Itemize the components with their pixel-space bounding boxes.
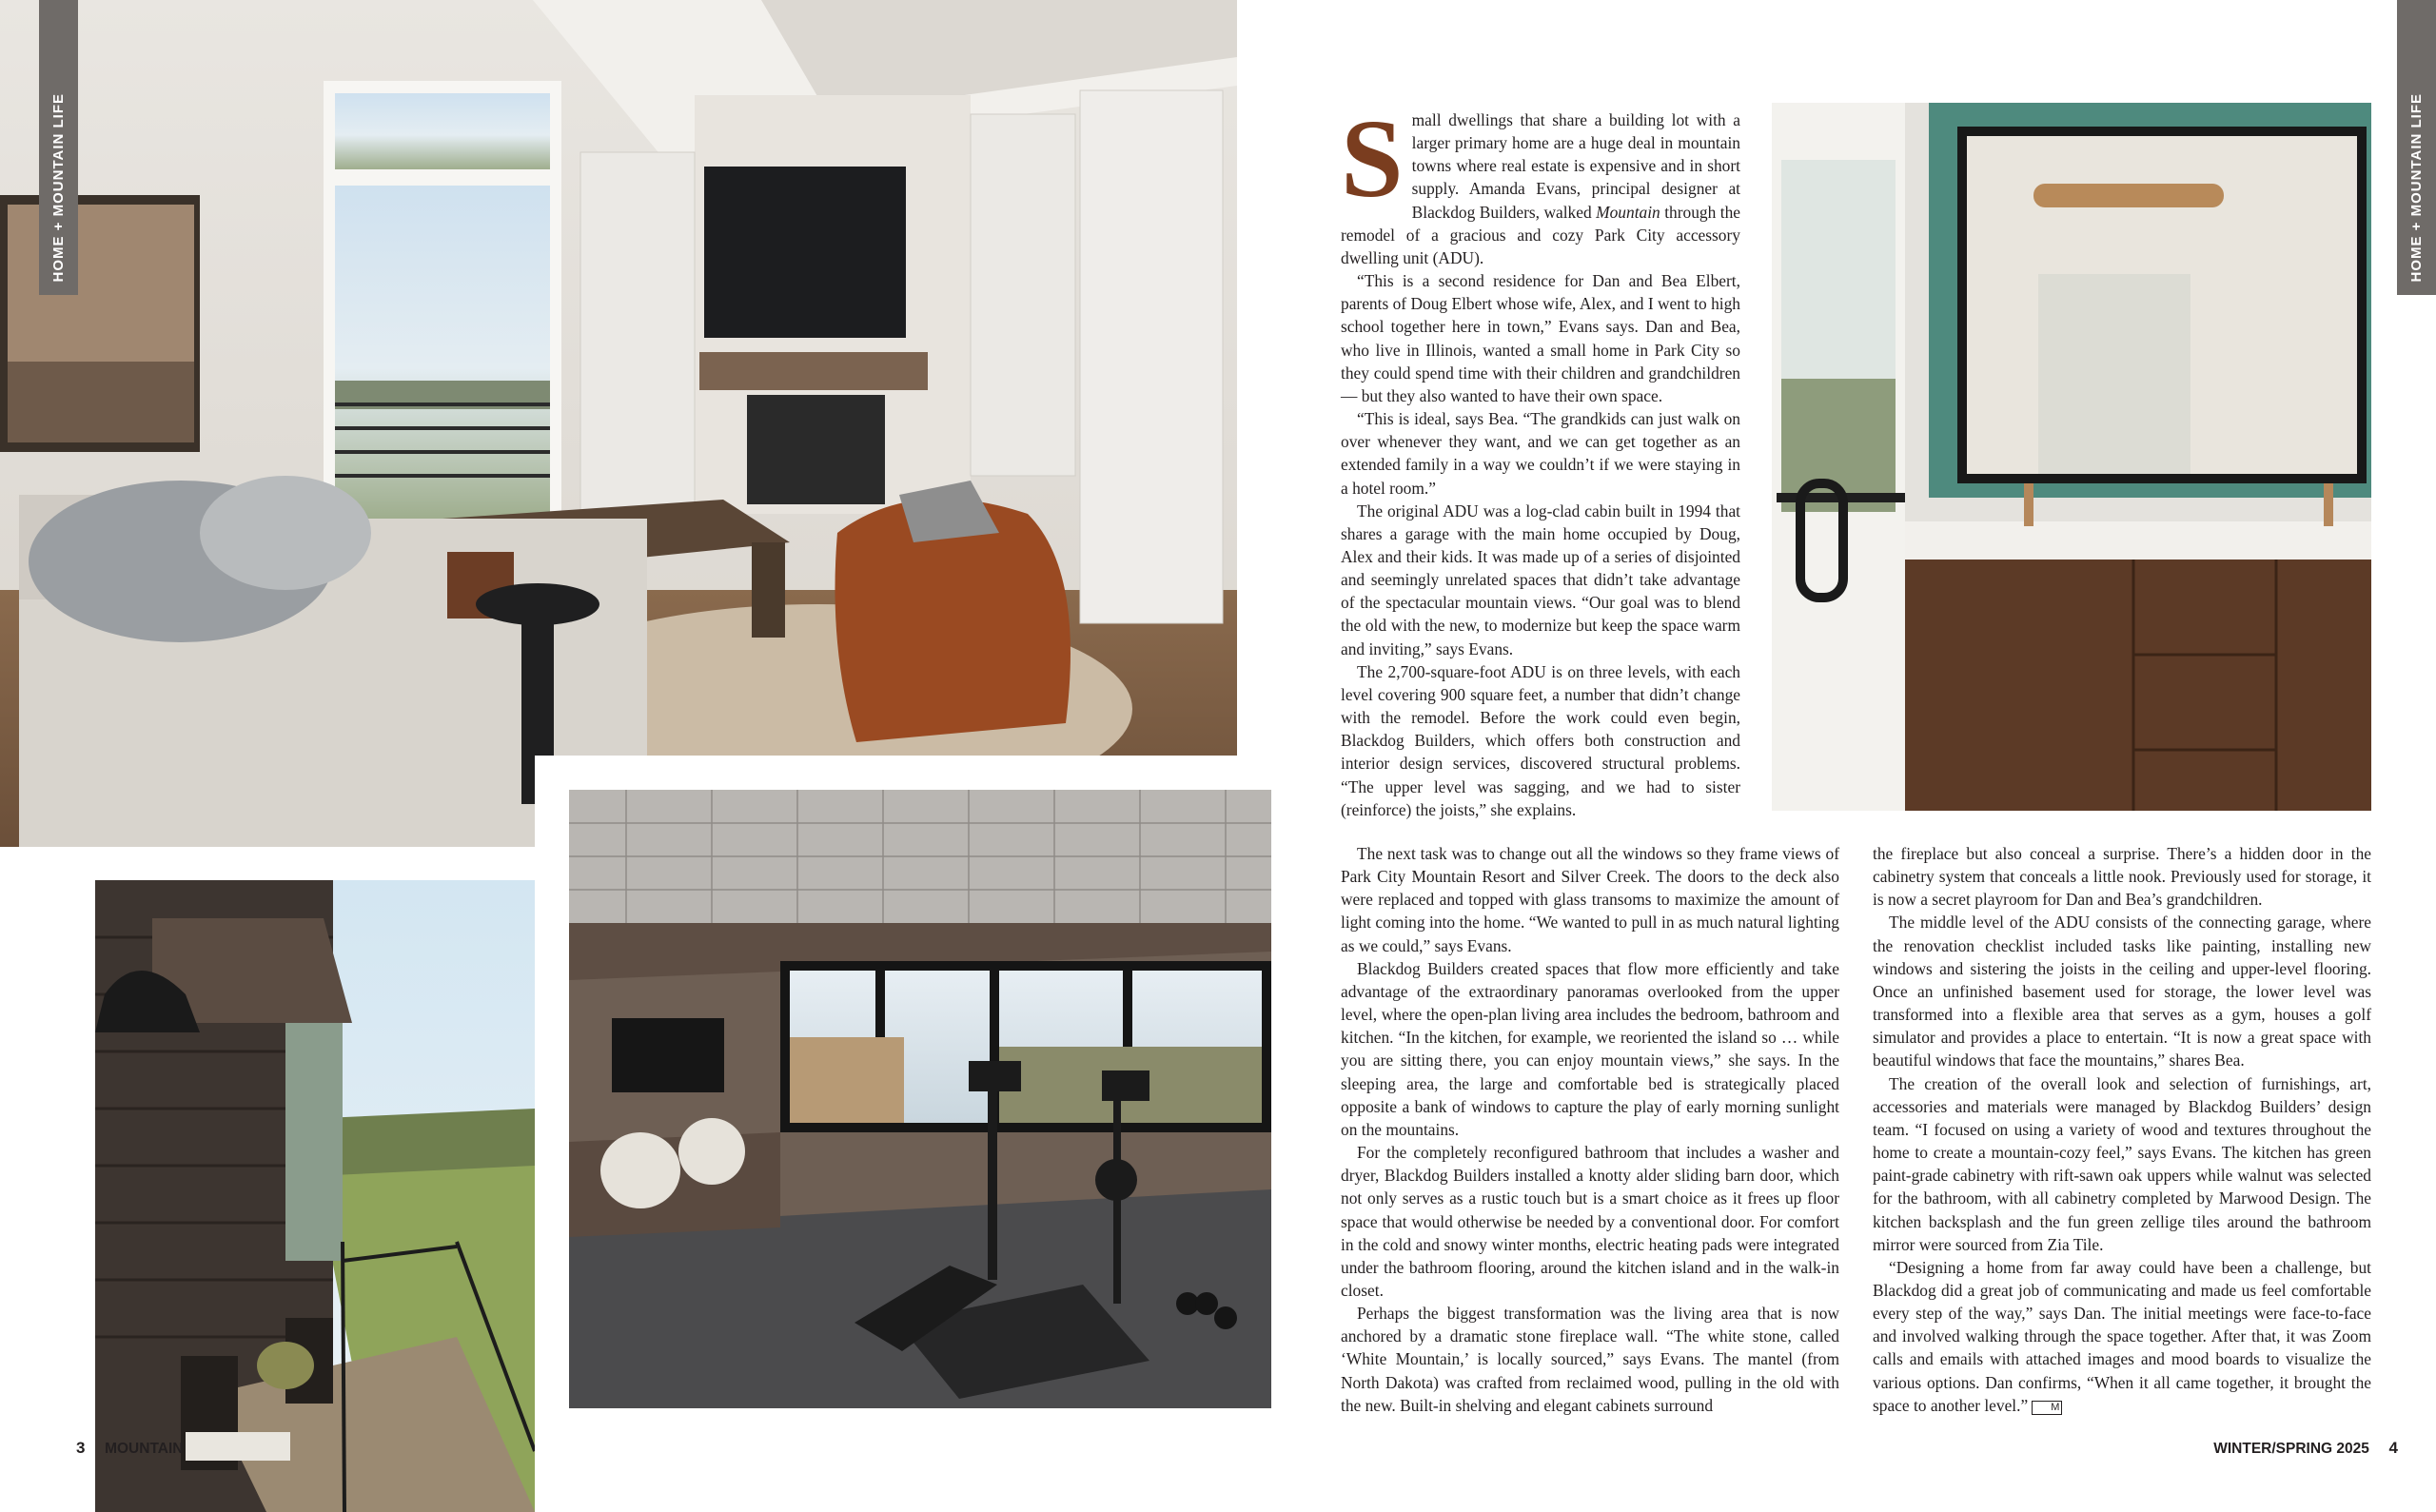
article-column-3 bbox=[1873, 842, 2371, 1417]
article-paragraph: Blackdog Builders created spaces that flow more efficiently and take advantage of the extraordinary panoramas overlooked from the upper level, where the open-plan living area includes the bedroom, bathroom and kitchen. “In the kitchen, for example, we reoriented the island so … while you are sitting there, you can enjoy mountain views,” she says. In the sleeping area, the large and comfortable bed is strategically placed opposite a bank of windows to capture the play of early morning sunlight on the mountains. bbox=[1341, 958, 1839, 1139]
folio-right bbox=[2213, 1439, 2398, 1458]
issue-name: WINTER/SPRING 2025 bbox=[2213, 1441, 2369, 1457]
section-tab-right bbox=[2397, 0, 2436, 295]
article-column-2 bbox=[1341, 842, 1839, 1417]
section-tab-left bbox=[39, 0, 78, 295]
living-room-photo bbox=[0, 0, 1237, 847]
article-paragraph: The 2,700-square-foot ADU is on three levels, with each level covering 900 square feet, a number that didn’t change with the remodel. Before the work could even begin, Blackdog Builders, which offers both construction and interior design services, discovered structural problems. “The upper level was sagging, and we had to sister (reinforce) the joists,” she explains. bbox=[1341, 661, 1740, 819]
article-paragraph: Small dwellings that share a building lot with a larger primary home are a huge deal in mountain towns where real estate is expensive and in short supply. Amanda Evans, principal designer at Blackdog Builders, walked Mountain through the remodel of a gracious and cozy Park City accessory dwelling unit (ADU). bbox=[1341, 96, 1740, 267]
article-paragraph: The original ADU was a log-clad cabin built in 1994 that shares a garage with the main home occupied by Doug, Alex and their kids. It was made up of a series of disjointed and seemingly unrelated spaces that didn’t take advantage of the spectacular mountain views. “Our goal was to blend the old with the new, to modernize but keep the space warm and inviting,” says Evans. bbox=[1341, 501, 1740, 658]
article-paragraph: “This is a second residence for Dan and Bea Elbert, parents of Doug Elbert whose wife, Alex, and I went to high school together here in town,” Evans says. Dan and Bea, who live in Illinois, wanted a small home in Park City so they could spend time with their children and grandchildren — but they also wanted to have their own space. bbox=[1341, 271, 1740, 405]
page-number-left: 3 bbox=[76, 1439, 86, 1457]
deck-photo bbox=[95, 880, 535, 1512]
article-paragraph: “Designing a home from far away could have been a challenge, but Blackdog did a great job of communicating and made us feel comfortable every step of the way,” says Dan. The initial meetings were face-to-face and involved walking through the space together. After that, it was Zoom calls and emails with attached images and mood boards to visualize the various options. Dan confirms, “When it all came together, it brought the space to another level.” M bbox=[1873, 1257, 2371, 1415]
article-paragraph: the fireplace but also conceal a surprise. There’s a hidden door in the cabinetry system that conceals a little nook. Previously used for storage, it is now a secret playroom for Dan and Bea’s grandchildren. bbox=[1873, 844, 2371, 910]
section-tab-label: HOME + MOUNTAIN LIFE bbox=[50, 92, 67, 282]
bathroom-photo bbox=[1772, 103, 2371, 811]
gym-photo bbox=[535, 756, 1306, 1424]
section-tab-label: HOME + MOUNTAIN LIFE bbox=[2408, 92, 2425, 282]
article-paragraph: The creation of the overall look and selection of furnishings, art, accessories and materials were managed by Blackdog Builders’ design team. “I focused on using a variety of wood and textures throughout the home to create a mountain-cozy feel,” says Evans. The kitchen has green paint-grade cabinetry with rift-sawn oak uppers while walnut was selected for the bathroom, with all cabinetry completed by Marwood Design. The kitchen backsplash and the fun green zellige tiles around the bathroom mirror were sourced from Zia Tile. bbox=[1873, 1073, 2371, 1254]
folio-left bbox=[76, 1439, 183, 1458]
end-mark-icon: M bbox=[2032, 1401, 2062, 1415]
article-paragraph: The next task was to change out all the windows so they frame views of Park City Mountain Resort and Silver Creek. The doors to the deck also were replaced and topped with glass transoms to maximize the amount of light coming into the home. “We wanted to pull in as much natural lighting as we could,” says Evans. bbox=[1341, 844, 1839, 955]
article-paragraph: Perhaps the biggest transformation was the living area that is now anchored by a dramatic stone fireplace wall. “The white stone, called ‘White Mountain,’ is locally sourced,” says Evans. The mantel (from North Dakota) was crafted from reclaimed wood, pulling in the old with the new. Built-in shelving and elegant cabinets surround bbox=[1341, 1304, 1839, 1415]
drop-cap: S bbox=[1341, 96, 1404, 221]
article-paragraph: “This is ideal, says Bea. “The grandkids can just walk on over whenever they want, and we can get together as an extended family in a way we couldn’t if we were staying in a hotel room.” bbox=[1341, 409, 1740, 498]
article-paragraph: For the completely reconfigured bathroom that includes a washer and dryer, Blackdog Builders installed a knotty alder sliding barn door, which not only serves as a rustic touch but is a smart choice as it frees up floor space that would otherwise be needed by a conventional door. For comfort in the cold and snowy winter months, electric heating pads were integrated under the bathroom flooring, around the kitchen island and in the walk-in closet. bbox=[1341, 1143, 1839, 1300]
page-number-right: 4 bbox=[2388, 1439, 2398, 1457]
article-paragraph: The middle level of the ADU consists of the connecting garage, where the renovation checklist included tasks like painting, installing new windows and sistering the joists in the ceiling and upper-level flooring. Once an unfinished basement used for storage, the lower level was transformed into a flexible area that serves as a gym, houses a golf simulator and provides a place to entertain. “It is now a great space with beautiful windows that face the mountains,” shares Bea. bbox=[1873, 913, 2371, 1070]
article-column-1 bbox=[1341, 96, 1740, 821]
publication-name: MOUNTAIN bbox=[105, 1441, 184, 1457]
